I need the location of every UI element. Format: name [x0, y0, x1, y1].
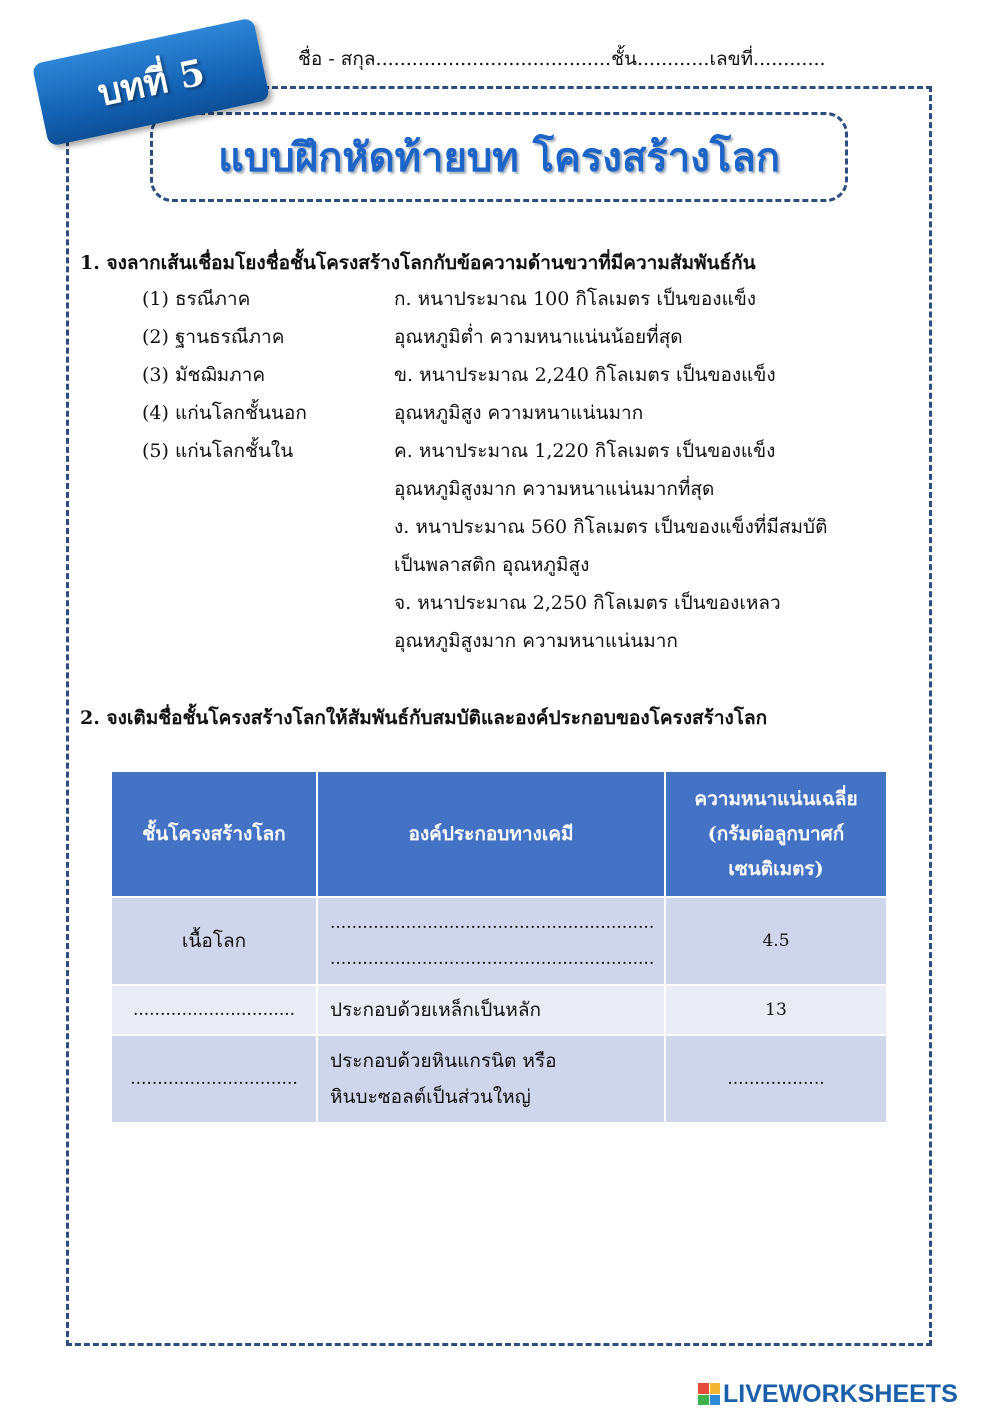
right-item-line: อุณหภูมิสูงมาก ความหนาแน่นมากที่สุด	[394, 478, 715, 500]
question-1-heading: 1. จงลากเส้นเชื่อมโยงชื่อชั้นโครงสร้างโลกกับข้อความด้านขวาที่มีความสัมพันธ์กัน	[80, 252, 756, 274]
right-item-line: อุณหภูมิสูง ความหนาแน่นมาก	[394, 402, 644, 424]
blank-line[interactable]: ............................................................	[330, 949, 655, 969]
table-row	[111, 985, 887, 1035]
header-density-line: เซนติเมตร)	[728, 857, 824, 880]
composition-line: หินบะซอลต์เป็นส่วนใหญ่	[330, 1086, 531, 1108]
header-density	[665, 771, 887, 897]
title-box	[150, 112, 848, 202]
logo-square	[710, 1383, 721, 1394]
logo-square	[698, 1395, 709, 1406]
table-row	[111, 897, 887, 985]
composition-line: ประกอบด้วยหินแกรนิต หรือ	[330, 1050, 557, 1072]
cell-composition-blank[interactable]	[317, 897, 665, 985]
liveworksheets-logo	[698, 1380, 958, 1408]
cell-layer-blank[interactable]: ..............................	[111, 985, 317, 1035]
blank-line[interactable]: ............................................................	[330, 913, 655, 933]
earth-structure-table	[110, 770, 888, 1124]
right-item-line: อุณหภูมิสูงมาก ความหนาแน่นมาก	[394, 630, 678, 652]
cell-density: 4.5	[665, 897, 887, 985]
chapter-badge: บทที่ 5	[32, 17, 271, 146]
question-1-right-list	[394, 286, 864, 666]
right-item-line[interactable]: ข. หนาประมาณ 2,240 กิโลเมตร เป็นของแข็ง	[394, 364, 776, 386]
logo-square	[698, 1383, 709, 1394]
cell-composition	[317, 1035, 665, 1123]
right-item-line: อุณหภูมิต่ำ ความหนาแน่นน้อยที่สุด	[394, 326, 683, 348]
cell-density: 13	[665, 985, 887, 1035]
right-item-line[interactable]: ก. หนาประมาณ 100 กิโลเมตร เป็นของแข็ง	[394, 288, 757, 310]
right-item-line: เป็นพลาสติก อุณหภูมิสูง	[394, 554, 590, 576]
header-density-line: ความหนาแน่นเฉลี่ย	[694, 787, 858, 810]
left-item[interactable]: (1) ธรณีภาค	[142, 288, 251, 310]
logo-square	[710, 1395, 721, 1406]
student-info-line: ชื่อ - สกุล.......................................ชั้น............เลขที่............	[298, 48, 826, 70]
cell-layer-blank[interactable]: ...............................	[111, 1035, 317, 1123]
left-item[interactable]: (5) แก่นโลกชั้นใน	[142, 440, 294, 462]
logo-icon	[698, 1383, 720, 1405]
cell-layer: เนื้อโลก	[111, 897, 317, 985]
worksheet-title: แบบฝึกหัดท้ายบท โครงสร้างโลก	[218, 134, 780, 181]
logo-text: LIVEWORKSHEETS	[723, 1379, 958, 1408]
cell-composition: ประกอบด้วยเหล็กเป็นหลัก	[317, 985, 665, 1035]
left-item[interactable]: (3) มัชฌิมภาค	[142, 364, 266, 386]
header-density-line: (กรัมต่อลูกบาศก์	[707, 822, 845, 845]
right-item-line[interactable]: ง. หนาประมาณ 560 กิโลเมตร เป็นของแข็งที่มีสมบัติ	[394, 516, 828, 538]
left-item[interactable]: (4) แก่นโลกชั้นนอก	[142, 402, 307, 424]
header-layer: ชั้นโครงสร้างโลก	[111, 771, 317, 897]
header-composition: องค์ประกอบทางเคมี	[317, 771, 665, 897]
cell-density-blank[interactable]: ..................	[665, 1035, 887, 1123]
right-item-line[interactable]: จ. หนาประมาณ 2,250 กิโลเมตร เป็นของเหลว	[394, 592, 781, 614]
question-1-left-list	[142, 286, 382, 476]
question-2-heading: 2. จงเติมชื่อชั้นโครงสร้างโลกให้สัมพันธ์กับสมบัติและองค์ประกอบของโครงสร้างโลก	[80, 707, 768, 729]
right-item-line[interactable]: ค. หนาประมาณ 1,220 กิโลเมตร เป็นของแข็ง	[394, 440, 776, 462]
table-row	[111, 1035, 887, 1123]
left-item[interactable]: (2) ฐานธรณีภาค	[142, 326, 285, 348]
